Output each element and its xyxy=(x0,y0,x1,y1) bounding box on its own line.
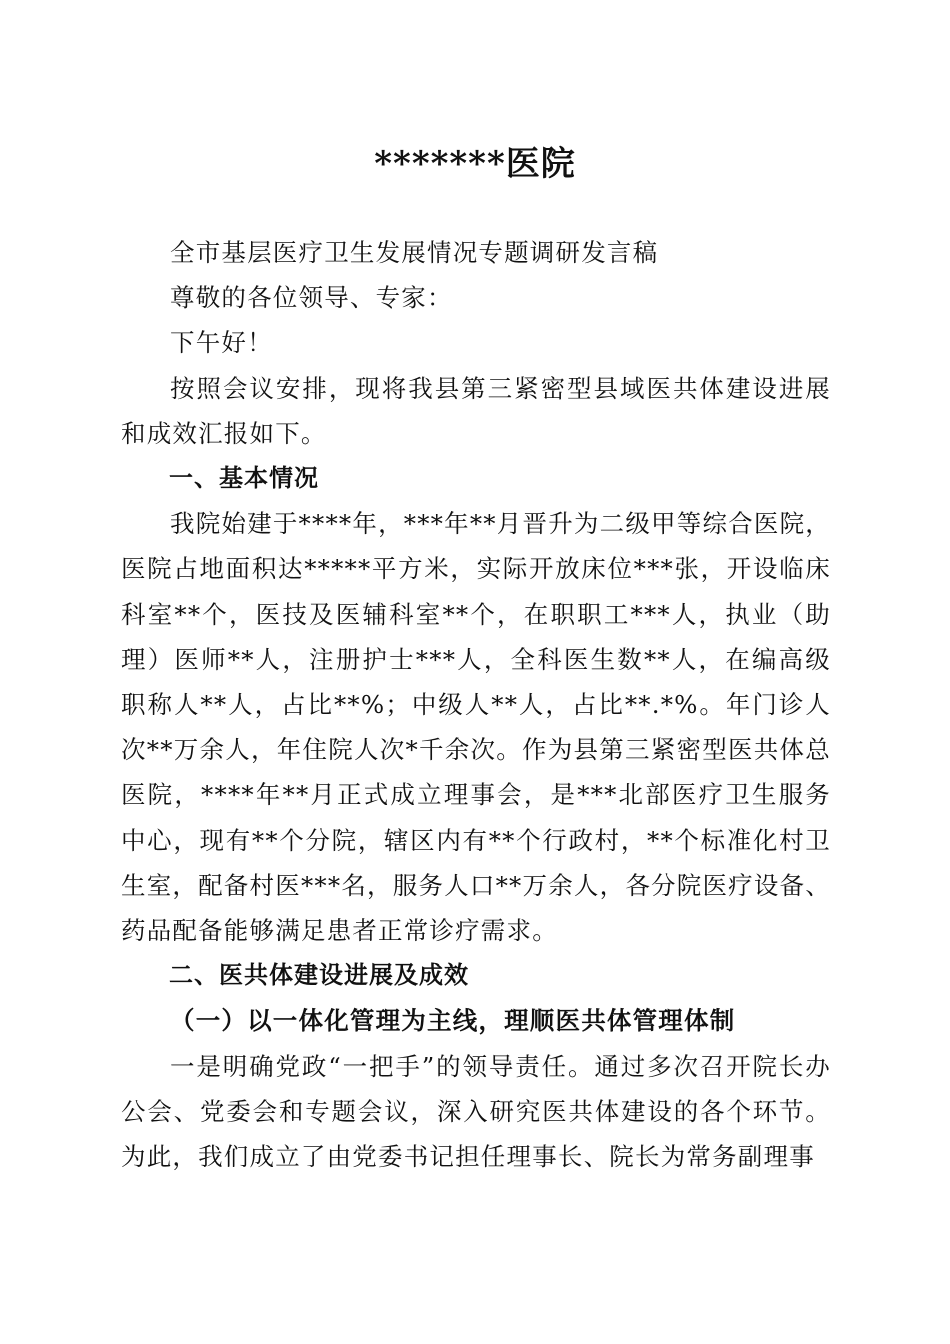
basic-info-paragraph: 我院始建于****年，***年**月晋升为二级甲等综合医院，医院占地面积达*****平方米，实际开放床位***张，开设临床科室**个，医技及医辅科室**个，在职职工***人，执业（助理）医师**人，注册护士***人，全科医生数**人，在编高级职称人**人，占比**%；中级人**人，占比**.*%。年门诊人次**万余人，年住院人次*千余次。作为县第三紧密型医共体总医院，****年**月正式成立理事会，是***北部医疗卫生服务中心，现有**个分院，辖区内有**个行政村，**个标准化村卫生室，配备村医***名，服务人口**万余人，各分院医疗设备、药品配备能够满足患者正常诊疗需求。 xyxy=(121,509,831,946)
intro-paragraph: 按照会议安排，现将我县第三紧密型县域医共体建设进展和成效汇报如下。 xyxy=(121,373,831,448)
section-heading-basic-info: 一、基本情况 xyxy=(169,464,319,493)
section-heading-progress: 二、医共体建设进展及成效 xyxy=(169,961,469,990)
document-body xyxy=(121,230,831,1179)
salutation: 尊敬的各位领导、专家： xyxy=(170,283,453,313)
subsection-heading-management: （一）以一体化管理为主线，理顺医共体管理体制 xyxy=(170,1006,736,1036)
management-paragraph: 一是明确党政“一把手”的领导责任。通过多次召开院长办公会、党委会和专题会议，深入研究医共体建设的各个环节。为此，我们成立了由党委书记担任理事长、院长为常务副理事 xyxy=(121,1051,831,1172)
document-title: *******医院 xyxy=(374,144,576,184)
speech-subtitle: 全市基层医疗卫生发展情况专题调研发言稿 xyxy=(170,238,659,267)
greeting: 下午好！ xyxy=(170,328,273,358)
